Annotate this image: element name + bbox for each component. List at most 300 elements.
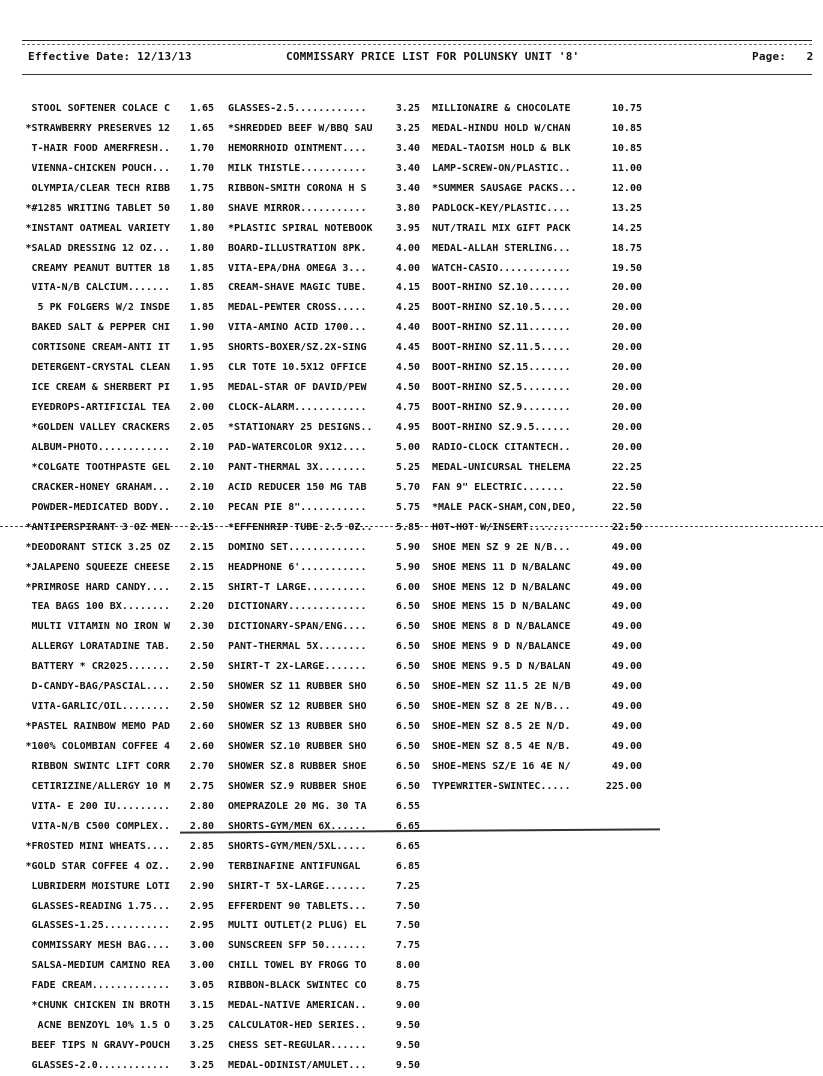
item-name: VITA-AMINO ACID 1700... — [228, 322, 367, 334]
list-item — [228, 398, 428, 418]
item-price: 2.80 — [189, 820, 214, 832]
item-name: SHIRT-T 2X-LARGE....... — [228, 661, 367, 673]
item-price: 2.85 — [189, 840, 214, 852]
item-name: MEDAL-UNICURSAL THELEMA — [432, 461, 571, 473]
item-price: 20.00 — [611, 322, 642, 334]
item-price: 1.75 — [189, 182, 214, 194]
item-price: 49.00 — [611, 601, 642, 613]
item-name: RADIO-CLOCK CITANTECH.. — [432, 441, 571, 453]
list-item — [228, 278, 428, 298]
item-name: TYPEWRITER-SWINTEC..... — [432, 780, 571, 792]
list-item — [20, 1016, 220, 1036]
item-price: 2.90 — [189, 880, 214, 892]
item-price: 5.00 — [395, 441, 420, 453]
item-name: *SHREDDED BEEF W/BBQ SAU — [228, 122, 373, 134]
item-name: DICTIONARY............. — [228, 601, 367, 613]
item-price: 6.50 — [395, 741, 420, 752]
list-item — [228, 159, 428, 179]
list-item — [228, 478, 428, 498]
list-item — [20, 438, 220, 458]
list-item — [432, 637, 672, 657]
item-price: 5.90 — [395, 561, 420, 573]
list-item — [432, 159, 672, 179]
item-name: SHOE MENS 9.5 D N/BALAN — [432, 661, 571, 673]
list-item — [432, 478, 672, 498]
item-name: COMMISSARY MESH BAG.... — [31, 940, 170, 952]
list-item — [20, 578, 220, 598]
list-item — [20, 657, 220, 677]
item-name: SUNSCREEN SFP 50....... — [228, 940, 367, 952]
item-price: 6.00 — [395, 581, 420, 593]
list-item — [20, 199, 220, 219]
list-item — [432, 139, 672, 159]
item-name: NUT/TRAIL MIX GIFT PACK — [432, 222, 571, 234]
item-name: *MALE PACK-SHAM,CON,DEO, — [432, 501, 577, 513]
item-price: 22.50 — [611, 501, 642, 513]
item-price: 49.00 — [611, 741, 642, 752]
item-name: VITA-N/B CALCIUM....... — [31, 282, 170, 294]
list-item — [228, 637, 428, 657]
item-price: 12.00 — [611, 182, 642, 194]
list-item — [228, 1016, 428, 1036]
item-name: VITA- E 200 IU......... — [31, 800, 170, 812]
item-price: 9.50 — [395, 1060, 420, 1071]
item-name: PADLOCK-KEY/PLASTIC.... — [432, 202, 571, 214]
list-item — [228, 657, 428, 677]
item-name: D-CANDY-BAG/PASCIAL.... — [31, 681, 170, 693]
item-price: 4.40 — [395, 322, 420, 334]
item-name: SHOE MEN SZ 9 2E N/B... — [432, 541, 571, 553]
item-name: MULTI VITAMIN NO IRON W — [31, 621, 170, 633]
list-item — [228, 498, 428, 518]
list-item — [432, 677, 672, 697]
list-item — [432, 239, 672, 259]
item-price: 6.50 — [395, 641, 420, 653]
list-item — [20, 857, 220, 877]
item-name: SHOWER SZ.8 RUBBER SHOE — [228, 760, 367, 772]
item-name: BOARD-ILLUSTRATION 8PK. — [228, 242, 367, 254]
item-name: CETIRIZINE/ALLERGY 10 M — [31, 780, 170, 792]
list-item — [432, 278, 672, 298]
list-item — [20, 338, 220, 358]
list-item — [20, 139, 220, 159]
item-name: CREAM-SHAVE MAGIC TUBE. — [228, 282, 367, 294]
list-item — [20, 757, 220, 777]
list-item — [432, 259, 672, 279]
item-name: *STATIONARY 25 DESIGNS.. — [228, 422, 373, 433]
item-price: 2.15 — [189, 581, 214, 593]
item-price: 1.85 — [189, 302, 214, 314]
item-price: 49.00 — [611, 721, 642, 733]
item-name: RIBBON-BLACK SWINTEC CO — [228, 980, 367, 992]
list-item — [228, 717, 428, 737]
item-price: 9.50 — [395, 1040, 420, 1052]
list-item — [20, 239, 220, 259]
list-item — [20, 916, 220, 936]
item-price: 2.60 — [189, 741, 214, 752]
item-price: 6.65 — [395, 840, 420, 852]
list-item — [20, 558, 220, 578]
item-name: SHOE-MENS SZ/E 16 4E N/ — [432, 760, 571, 772]
item-name: GLASSES-READING 1.75... — [31, 900, 170, 912]
item-name: CLOCK-ALARM............ — [228, 402, 367, 414]
item-name: MEDAL-PEWTER CROSS..... — [228, 302, 367, 314]
item-name: ACNE BENZOYL 10% 1.5 O — [37, 1020, 170, 1032]
item-name: *GOLDEN VALLEY CRACKERS — [31, 422, 170, 433]
list-item — [228, 239, 428, 259]
list-item — [20, 298, 220, 318]
item-name: ACID REDUCER 150 MG TAB — [228, 481, 367, 493]
list-item — [20, 378, 220, 398]
list-item — [432, 438, 672, 458]
item-name: OMEPRAZOLE 20 MG. 30 TA — [228, 800, 367, 812]
item-name: SHOE-MEN SZ 8.5 2E N/D. — [432, 721, 571, 733]
list-item — [432, 697, 672, 717]
item-name: SHOE-MEN SZ 11.5 2E N/B — [432, 681, 571, 693]
list-item — [228, 438, 428, 458]
item-name: SALSA-MEDIUM CAMINO REA — [31, 960, 170, 972]
item-name: *JALAPENO SQUEEZE CHEESE — [25, 561, 170, 573]
item-name: EFFERDENT 90 TABLETS... — [228, 900, 367, 912]
item-price: 2.00 — [189, 402, 214, 414]
item-price: 1.70 — [189, 142, 214, 154]
item-price: 3.40 — [395, 162, 420, 174]
item-price: 1.95 — [189, 362, 214, 374]
item-name: GLASSES-2.0............ — [31, 1060, 170, 1071]
item-name: DICTIONARY-SPAN/ENG.... — [228, 621, 367, 633]
item-name: CALCULATOR-HED SERIES.. — [228, 1020, 367, 1032]
item-price: 3.25 — [189, 1020, 214, 1032]
list-item — [228, 837, 428, 857]
item-name: *100% COLOMBIAN COFFEE 4 — [25, 741, 170, 752]
item-price: 2.80 — [189, 800, 214, 812]
item-name: BOOT-RHINO SZ.9.5...... — [432, 422, 571, 433]
item-price: 49.00 — [611, 561, 642, 573]
list-item — [20, 837, 220, 857]
item-name: CLR TOTE 10.5X12 OFFICE — [228, 362, 367, 374]
list-item — [432, 179, 672, 199]
price-column-3 — [432, 99, 672, 797]
list-item — [432, 398, 672, 418]
item-name: EYEDROPS-ARTIFICIAL TEA — [31, 402, 170, 414]
item-name: MEDAL-NATIVE AMERICAN.. — [228, 1000, 367, 1012]
item-name: SHOE MENS 11 D N/BALANC — [432, 561, 571, 573]
item-name: T-HAIR FOOD AMERFRESH.. — [31, 142, 170, 154]
list-item — [20, 597, 220, 617]
list-item — [228, 777, 428, 797]
list-item — [228, 119, 428, 139]
item-price: 2.15 — [189, 521, 214, 533]
item-price: 2.10 — [189, 441, 214, 453]
list-item — [432, 378, 672, 398]
list-item — [228, 857, 428, 877]
item-price: 3.00 — [189, 960, 214, 972]
list-item — [228, 358, 428, 378]
item-price: 1.85 — [189, 282, 214, 294]
item-name: BOOT-RHINO SZ.10....... — [432, 282, 571, 294]
item-name: SHORTS-GYM/MEN/5XL..... — [228, 840, 367, 852]
item-price: 2.75 — [189, 780, 214, 792]
item-price: 4.25 — [395, 302, 420, 314]
item-price: 19.50 — [611, 262, 642, 274]
list-item — [432, 338, 672, 358]
list-item — [432, 99, 672, 119]
list-item — [432, 219, 672, 239]
item-name: CORTISONE CREAM-ANTI IT — [31, 342, 170, 354]
item-name: SHORTS-BOXER/SZ.2X-SING — [228, 342, 367, 354]
item-name: PANT-THERMAL 5X........ — [228, 641, 367, 653]
item-price: 2.95 — [189, 900, 214, 912]
item-name: BOOT-RHINO SZ.11....... — [432, 322, 571, 334]
item-price: 5.70 — [395, 481, 420, 493]
list-item — [20, 797, 220, 817]
item-price: 1.95 — [189, 382, 214, 394]
list-item — [228, 298, 428, 318]
price-column-1 — [20, 99, 220, 1076]
list-item — [432, 597, 672, 617]
item-name: *INSTANT OATMEAL VARIETY — [25, 222, 170, 234]
list-item — [20, 677, 220, 697]
item-price: 2.10 — [189, 501, 214, 513]
list-item — [20, 119, 220, 139]
item-price: 3.80 — [395, 202, 420, 214]
item-name: *STRAWBERRY PRESERVES 12 — [25, 122, 170, 134]
item-name: BEEF TIPS N GRAVY-POUCH — [31, 1040, 170, 1052]
item-price: 2.70 — [189, 760, 214, 772]
item-price: 10.85 — [611, 142, 642, 154]
item-price: 6.50 — [395, 721, 420, 733]
item-price: 6.50 — [395, 661, 420, 673]
item-name: ALBUM-PHOTO............ — [31, 441, 170, 453]
list-item — [20, 717, 220, 737]
list-item — [432, 558, 672, 578]
item-price: 6.55 — [395, 800, 420, 812]
item-price: 5.75 — [395, 501, 420, 513]
page-number — [752, 50, 813, 63]
item-name: SHOE MENS 8 D N/BALANCE — [432, 621, 571, 633]
item-name: MILK THISTLE........... — [228, 162, 367, 174]
item-name: *FROSTED MINI WHEATS.... — [25, 840, 170, 852]
list-item — [228, 418, 428, 438]
item-name: *PLASTIC SPIRAL NOTEBOOK — [228, 222, 373, 234]
item-price: 20.00 — [611, 342, 642, 354]
item-price: 6.50 — [395, 701, 420, 713]
item-name: PANT-THERMAL 3X........ — [228, 461, 367, 473]
item-price: 22.25 — [611, 461, 642, 473]
list-item — [20, 817, 220, 837]
item-name: SHOE-MEN SZ 8.5 4E N/B. — [432, 741, 571, 752]
list-item — [20, 358, 220, 378]
list-item — [228, 737, 428, 757]
item-price: 1.70 — [189, 162, 214, 174]
list-item — [20, 518, 220, 538]
list-item — [432, 538, 672, 558]
item-name: TERBINAFINE ANTIFUNGAL — [228, 860, 361, 872]
item-name: ICE CREAM & SHERBERT PI — [31, 382, 170, 394]
item-price: 2.50 — [189, 661, 214, 673]
item-price: 2.60 — [189, 721, 214, 733]
item-name: VIENNA-CHICKEN POUCH... — [31, 162, 170, 174]
item-name: SHOWER SZ 11 RUBBER SHO — [228, 681, 367, 693]
item-price: 20.00 — [611, 422, 642, 433]
item-price: 3.00 — [189, 940, 214, 952]
list-item — [432, 518, 672, 538]
item-name: FAN 9" ELECTRIC....... — [432, 481, 565, 493]
item-price: 20.00 — [611, 382, 642, 394]
item-price: 2.20 — [189, 601, 214, 613]
list-item — [20, 1056, 220, 1076]
item-price: 22.50 — [611, 481, 642, 493]
item-name: RIBBON-SMITH CORONA H S — [228, 182, 367, 194]
item-name: *PRIMROSE HARD CANDY.... — [25, 581, 170, 593]
list-item — [20, 179, 220, 199]
item-price: 8.00 — [395, 960, 420, 972]
item-name: SHOE MENS 15 D N/BALANC — [432, 601, 571, 613]
list-item — [228, 259, 428, 279]
item-name: CHILL TOWEL BY FROGG TO — [228, 960, 367, 972]
item-price: 2.50 — [189, 701, 214, 713]
item-name: BAKED SALT & PEPPER CHI — [31, 322, 170, 334]
effective-date: Effective Date: 12/13/13 — [28, 50, 192, 63]
page-title: COMMISSARY PRICE LIST FOR POLUNSKY UNIT '8' — [286, 50, 580, 63]
item-price: 3.05 — [189, 980, 214, 992]
item-name: PECAN PIE 8"........... — [228, 501, 367, 513]
item-name: MEDAL-ODINIST/AMULET... — [228, 1060, 367, 1071]
item-name: *SUMMER SAUSAGE PACKS... — [432, 182, 577, 194]
item-price: 6.50 — [395, 780, 420, 792]
item-price: 1.65 — [189, 122, 214, 134]
list-item — [228, 518, 428, 538]
list-item — [432, 298, 672, 318]
item-price: 3.15 — [189, 1000, 214, 1012]
item-name: LUBRIDERM MOISTURE LOTI — [31, 880, 170, 892]
item-price: 4.00 — [395, 262, 420, 274]
item-name: *GOLD STAR COFFEE 4 OZ.. — [25, 860, 170, 872]
item-price: 20.00 — [611, 441, 642, 453]
item-price: 9.00 — [395, 1000, 420, 1012]
list-item — [228, 558, 428, 578]
list-item — [432, 617, 672, 637]
item-name: BOOT-RHINO SZ.9........ — [432, 402, 571, 414]
list-item — [20, 637, 220, 657]
list-item — [20, 398, 220, 418]
item-name: *CHUNK CHICKEN IN BROTH — [31, 1000, 170, 1012]
item-price: 4.75 — [395, 402, 420, 414]
item-name: HEMORRHOID OINTMENT.... — [228, 142, 367, 154]
item-name: PAD-WATERCOLOR 9X12.... — [228, 441, 367, 453]
item-price: 3.25 — [189, 1060, 214, 1071]
list-item — [20, 159, 220, 179]
list-item — [432, 578, 672, 598]
list-item — [228, 916, 428, 936]
price-column-2 — [228, 99, 428, 1076]
list-item — [228, 976, 428, 996]
item-price: 14.25 — [611, 222, 642, 234]
list-item — [228, 817, 428, 837]
list-item — [432, 358, 672, 378]
list-item — [228, 458, 428, 478]
item-price: 9.50 — [395, 1020, 420, 1032]
item-name: BOOT-RHINO SZ.11.5..... — [432, 342, 571, 354]
list-item — [432, 199, 672, 219]
item-price: 8.75 — [395, 980, 420, 992]
item-name: SHIRT-T 5X-LARGE....... — [228, 880, 367, 892]
item-name: MULTI OUTLET(2 PLUG) EL — [228, 920, 367, 932]
item-name: *DEODORANT STICK 3.25 OZ — [25, 541, 170, 553]
item-name: SHOE MENS 12 D N/BALANC — [432, 581, 571, 593]
item-name: HEADPHONE 6'........... — [228, 561, 367, 573]
item-name: VITA-GARLIC/OIL........ — [31, 701, 170, 713]
item-price: 2.50 — [189, 681, 214, 693]
item-name: SHOWER SZ.10 RUBBER SHO — [228, 741, 367, 752]
item-price: 1.90 — [189, 322, 214, 334]
list-item — [20, 99, 220, 119]
item-price: 49.00 — [611, 581, 642, 593]
item-name: *SALAD DRESSING 12 OZ... — [25, 242, 170, 254]
list-item — [20, 278, 220, 298]
item-name: BOOT-RHINO SZ.5........ — [432, 382, 571, 394]
item-name: OLYMPIA/CLEAR TECH RIBB — [31, 182, 170, 194]
item-name: SHORTS-GYM/MEN 6X...... — [228, 820, 367, 832]
item-price: 49.00 — [611, 641, 642, 653]
item-name: *ANTIPERSPIRANT 3 OZ MEN — [25, 521, 170, 533]
list-item — [228, 996, 428, 1016]
list-item — [228, 338, 428, 358]
item-name: MEDAL-STAR OF DAVID/PEW — [228, 382, 367, 394]
list-item — [20, 478, 220, 498]
list-item — [20, 976, 220, 996]
item-name: BOOT-RHINO SZ.10.5..... — [432, 302, 571, 314]
item-price: 49.00 — [611, 701, 642, 713]
item-price: 1.80 — [189, 222, 214, 234]
item-name: SHOE MENS 9 D N/BALANCE — [432, 641, 571, 653]
list-item — [20, 617, 220, 637]
item-name: *PASTEL RAINBOW MEMO PAD — [25, 721, 170, 733]
list-item — [228, 99, 428, 119]
item-name: *COLGATE TOOTHPASTE GEL — [31, 461, 170, 473]
list-item — [432, 657, 672, 677]
list-item — [432, 119, 672, 139]
item-name: MEDAL-HINDU HOLD W/CHAN — [432, 122, 571, 134]
item-price: 6.65 — [395, 820, 420, 832]
item-price: 5.85 — [395, 521, 420, 533]
item-price: 2.90 — [189, 860, 214, 872]
list-item — [228, 597, 428, 617]
item-name: BATTERY * CR2025....... — [31, 661, 170, 673]
item-price: 7.25 — [395, 880, 420, 892]
item-name: RIBBON SWINTC LIFT CORR — [31, 760, 170, 772]
item-price: 5.90 — [395, 541, 420, 553]
item-price: 4.50 — [395, 382, 420, 394]
item-name: ALLERGY LORATADINE TAB. — [31, 641, 170, 653]
item-name: MEDAL-TAOISM HOLD & BLK — [432, 142, 571, 154]
item-price: 6.50 — [395, 601, 420, 613]
item-price: 1.80 — [189, 242, 214, 254]
list-item — [432, 777, 672, 797]
list-item — [20, 877, 220, 897]
item-price: 10.75 — [611, 103, 642, 114]
item-price: 4.95 — [395, 422, 420, 433]
item-price: 49.00 — [611, 760, 642, 772]
list-item — [228, 956, 428, 976]
list-item — [228, 1036, 428, 1056]
item-name: MILLIONAIRE & CHOCOLATE — [432, 103, 571, 114]
item-name: STOOL SOFTENER COLACE C — [31, 103, 170, 114]
item-name: *EFFENHRIP TUBE 2.5 OZ.. — [228, 521, 373, 533]
item-price: 2.10 — [189, 481, 214, 493]
list-item — [432, 717, 672, 737]
item-price: 2.15 — [189, 561, 214, 573]
